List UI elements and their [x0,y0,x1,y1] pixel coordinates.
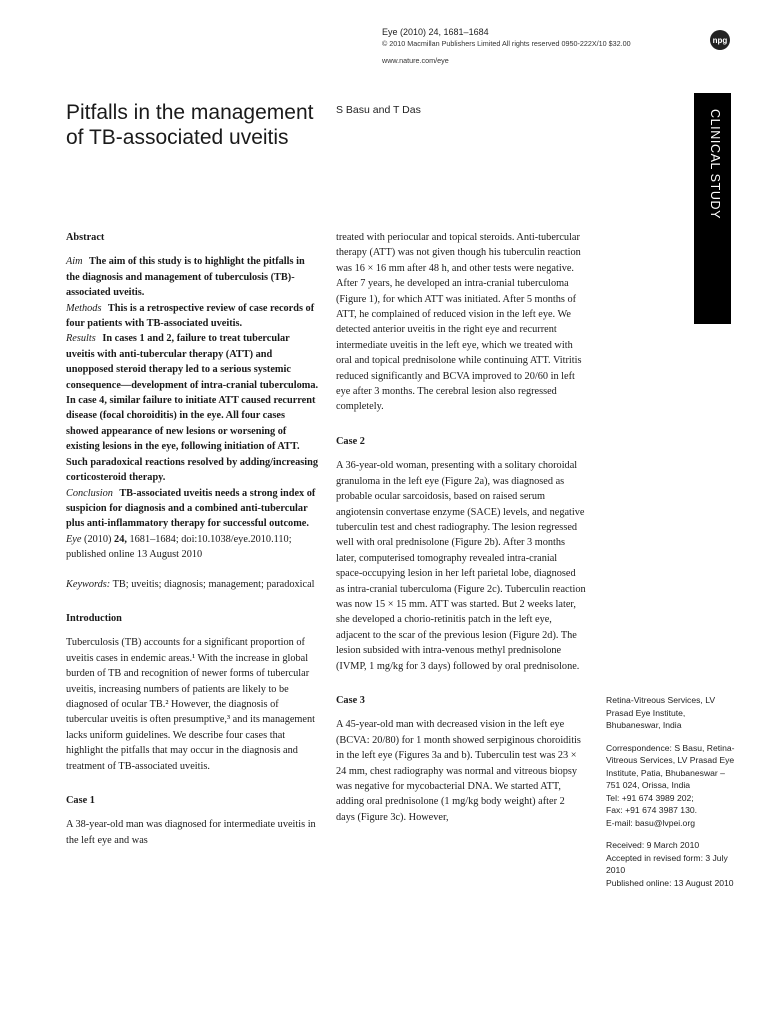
case1-text-start: A 38-year-old man was diagnosed for intermediate uveitis in the left eye and was [66,819,316,846]
introduction-heading: Introduction [66,612,122,624]
case3-text: A 45-year-old man with decreased vision in the left eye (BCVA: 20/80) for 1 month showed serpiginous choroiditis in the left eye (Figures 3a and b). Tuberculin test was 23 × 24 mm, chest radiography was normal and vitreous biopsy was negative for mycobacterial DNA. We started ATT, adding oral prednisolone (1 mg/kg body weight) after 2 days (Figure 3c). However, [336,719,581,823]
affiliation-address: Retina-Vitreous Services, LV Prasad Eye Institute, Bhubaneswar, India [606,695,716,730]
npg-logo: npg [710,30,730,50]
case1-heading: Case 1 [66,795,95,806]
left-column [66,230,320,848]
introduction-text: Tuberculosis (TB) accounts for a significant proportion of uveitis cases in endemic areas.¹ With the increase in global burden of TB and recognition of newer forms of tubercular uveitis, increasing numbers of patients are likely to be diagnosed of ocular TB.² However, the diagnosis of tubercular uveitis is often presumptive,³ and its management lacks uniform guidelines. We describe four cases that highlight the pitfalls that may occur in the diagnosis and treatment of TB-associated uveitis. [66,637,316,772]
case2-text: A 36-year-old woman, presenting with a solitary choroidal granuloma in the left eye (Figure 2a), was diagnosed as probable ocular sarcoidosis, based on raised serum angiotensin convertase enzyme (SACE) levels, and negative tuberculin test and chest radiography. The lesion regressed well with oral prednisolone (Figure 2b). After 3 months later, computerised tomography revealed intra-cranial space-occupying lesion in her left parietal lobe, diagnosed as intra-cranial tuberculoma (Figure 2c). Tuberculin reaction was now 15 × 15 mm. ATT was started. But 2 weeks later, she developed a chorio-retinitis patch in the left eye, adjacent to the scar of the previous lesion (Figure 2d). The lesion subsided with intra-venous methyl prednisolone (IVMP, 1 mg/kg for 3 days) followed by oral prednisolone. [336,460,586,672]
correspondence: Correspondence: S Basu, Retina-Vitreous Services, LV Prasad Eye Institute, Patia, Bhubaneswar – 751 024, Orissa, India [606,742,735,790]
affiliation-column [606,694,736,889]
abstract-aim [66,254,320,300]
article-title: Pitfalls in the management of TB-associated uveitis [66,101,314,149]
middle-column [336,230,586,825]
accepted-date: Accepted in revised form: 3 July 2010 [606,852,728,875]
fax: Fax: +91 674 3987 130. [606,805,698,815]
abstract-heading: Abstract [66,232,105,243]
case2-heading: Case 2 [336,435,365,447]
cite-journal: Eye [66,533,82,545]
email[interactable]: E-mail: basu@lvpei.org [606,817,695,828]
results-text: In cases 1 and 2, failure to treat tubercular uveitis with anti-tubercular therapy (ATT) and unopposed steroid therapy led to a serious systemic consequence—development of intra-cranial tuberculoma. In case 4, similar failure to initiate ATT caused recurrent disease (focal choroiditis) in the eye. All four cases showed appearance of new lesions or worsening of existing lesions in the eye, following initiation of ATT. Such paradoxical reactions resolved by adding/increasing corticosteroid therapy. [66,333,319,484]
methods-label: Methods [66,302,102,314]
keywords [66,577,320,592]
aim-text: The aim of this study is to highlight the pitfalls in the diagnosis and management of tuberculosis (TB)-associated uveitis. [66,256,305,299]
received-date: Received: 9 March 2010 [606,840,700,850]
methods-text: This is a retrospective review of case records of four patients with TB-associated uveitis. [66,302,315,330]
journal-url[interactable]: www.nature.com/eye [382,56,449,65]
author-list: S Basu and T Das [336,104,421,116]
case1-text-continued: treated with periocular and topical steroids. Anti-tubercular therapy (ATT) was not given though his tuberculin reaction was 16 × 16 mm after 48 h, and other tests were negative. After 7 years, he developed an intra-cranial tuberculoma (Figure 1), for which ATT was initiated. After 5 months of ATT, he complained of reduced vision in the left eye. We detected anterior uveitis in the right eye and recurrent intermediate uveitis in the left eye, which we treated with oral and topical prednisolone while continuing ATT. Vitritis reduced significantly and BCVA improved to 20/60 in left eye after 3 months. The cerebral lesion also regressed completely. [336,232,582,413]
abstract-conclusion [66,486,320,532]
cite-volume: 24, [114,533,127,545]
conclusion-text: TB-associated uveitis needs a strong index of suspicion for diagnosis and a combined anti-tubercular plus anti-inflammatory therapy for successful outcome. [66,487,316,530]
section-tab-label: CLINICAL STUDY [708,109,722,220]
cite-year: (2010) [81,533,115,545]
abstract-citation [66,532,320,563]
copyright-line: © 2010 Macmillan Publishers Limited All rights reserved 0950-222X/10 $32.00 [382,39,631,48]
keywords-label: Keywords: [66,578,111,590]
abstract-methods [66,301,320,332]
telephone: Tel: +91 674 3989 202; [606,792,694,803]
results-label: Results [66,333,96,345]
section-tab [694,93,731,324]
journal-header [382,27,712,66]
conclusion-label: Conclusion [66,487,113,499]
abstract-results [66,331,320,485]
published-date: Published online: 13 August 2010 [606,877,734,888]
keywords-text: TB; uveitis; diagnosis; management; paradoxical [110,578,315,590]
journal-citation: Eye (2010) 24, 1681–1684 [382,27,489,37]
case3-heading: Case 3 [336,694,365,706]
cite-rest: 1681–1684; doi:10.1038/eye.2010.110; published online 13 August 2010 [66,533,292,561]
aim-label: Aim [66,256,83,268]
